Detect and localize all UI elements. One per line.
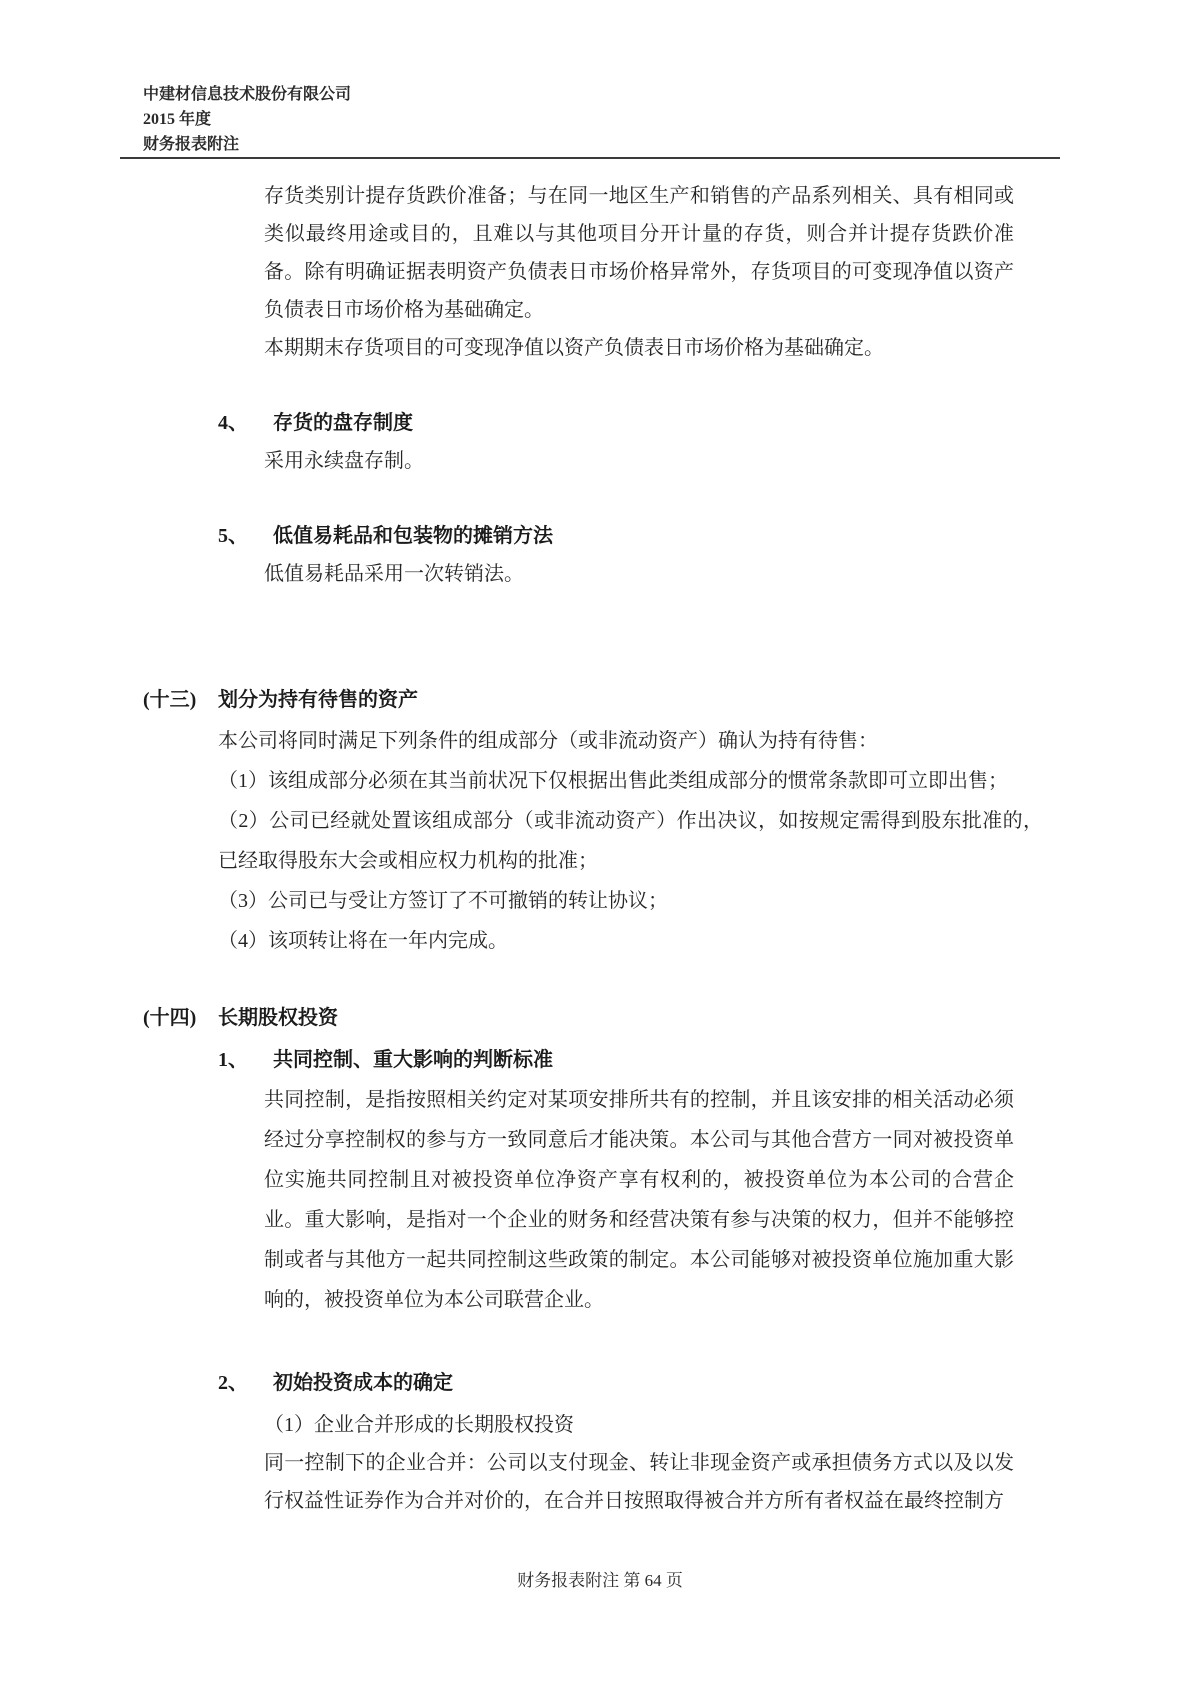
section13-condition: （2）公司已经就处置该组成部分（或非流动资产）作出决议，如按规定需得到股东批准的，已经取得股东大会或相应权力机构的批准； <box>218 810 1043 872</box>
section14-heading <box>143 999 1200 1037</box>
item4-number: 4、 <box>218 412 248 434</box>
item5-title: 低值易耗品和包装物的摊销方法 <box>273 525 553 547</box>
item4-body: 采用永续盘存制。 <box>264 450 424 472</box>
paragraph: 存货类别计提存货跌价准备；与在同一地区生产和销售的产品系列相关、具有相同或类似最终用途或目的，且难以与其他项目分开计量的存货，则合并计提存货跌价准备。除有明确证据表明资产负债表日市场价格异常外，存货项目的可变现净值以资产负债表日市场价格为基础确定。 <box>264 185 1014 321</box>
section13-condition: （3）公司已与受让方签订了不可撤销的转让协议； <box>218 890 668 912</box>
section13-heading <box>143 681 1200 719</box>
item4-heading <box>218 404 1200 442</box>
item4-title: 存货的盘存制度 <box>273 412 413 434</box>
item5-number: 5、 <box>218 525 248 547</box>
header-period: 2015 年度 <box>143 111 212 128</box>
section14-item1-heading <box>218 1041 1200 1079</box>
section14-item2-subheading: （1）企业合并形成的长期股权投资 <box>264 1414 574 1436</box>
section14-item2-title: 初始投资成本的确定 <box>273 1372 453 1394</box>
section14-item2-body <box>264 1444 1014 1520</box>
section14-item1-body: 共同控制，是指按照相关约定对某项安排所共有的控制，并且该安排的相关活动必须经过分享控制权的参与方一致同意后才能决策。本公司与其他合营方一同对被投资单位实施共同控制且对被投资单位净资产享有权利的，被投资单位为本公司的合营企业。重大影响，是指对一个企业的财务和经营决策有参与决策的权力，但并不能够控制或者与其他方一起共同控制这些政策的制定。本公司能够对被投资单位施加重大影响的，被投资单位为本公司联营企业。 <box>264 1089 1014 1311</box>
section14-title: 长期股权投资 <box>218 1007 338 1029</box>
header-doc-title: 财务报表附注 <box>143 136 240 153</box>
section14-item2-number: 2、 <box>218 1372 248 1394</box>
section13-title: 划分为持有待售的资产 <box>218 689 418 711</box>
section14-item1-title: 共同控制、重大影响的判断标准 <box>273 1049 553 1071</box>
page-header <box>143 82 1200 157</box>
paragraph: 本期期末存货项目的可变现净值以资产负债表日市场价格为基础确定。 <box>264 337 884 359</box>
inventory-impairment-paragraph <box>264 177 1014 367</box>
header-rule <box>120 157 1060 159</box>
item5-body: 低值易耗品采用一次转销法。 <box>264 563 524 585</box>
section14-item1-number: 1、 <box>218 1049 248 1071</box>
page-footer: 财务报表附注 第 64 页 <box>517 1571 683 1590</box>
section14-item2-heading <box>218 1364 1200 1402</box>
section13-condition: （4）该项转让将在一年内完成。 <box>218 930 508 952</box>
section13-condition: （1）该组成部分必须在其当前状况下仅根据出售此类组成部分的惯常条款即可立即出售； <box>218 770 1008 792</box>
item5-heading <box>218 517 1200 555</box>
section13-body <box>218 721 1043 961</box>
section13-intro: 本公司将同时满足下列条件的组成部分（或非流动资产）确认为持有待售： <box>218 730 878 752</box>
section14-number: (十四) <box>143 1007 197 1029</box>
header-company: 中建材信息技术股份有限公司 <box>143 86 352 103</box>
section13-number: (十三) <box>143 689 197 711</box>
paragraph: 同一控制下的企业合并：公司以支付现金、转让非现金资产或承担债务方式以及以发行权益性证券作为合并对价的，在合并日按照取得被合并方所有者权益在最终控制方 <box>264 1452 1014 1512</box>
